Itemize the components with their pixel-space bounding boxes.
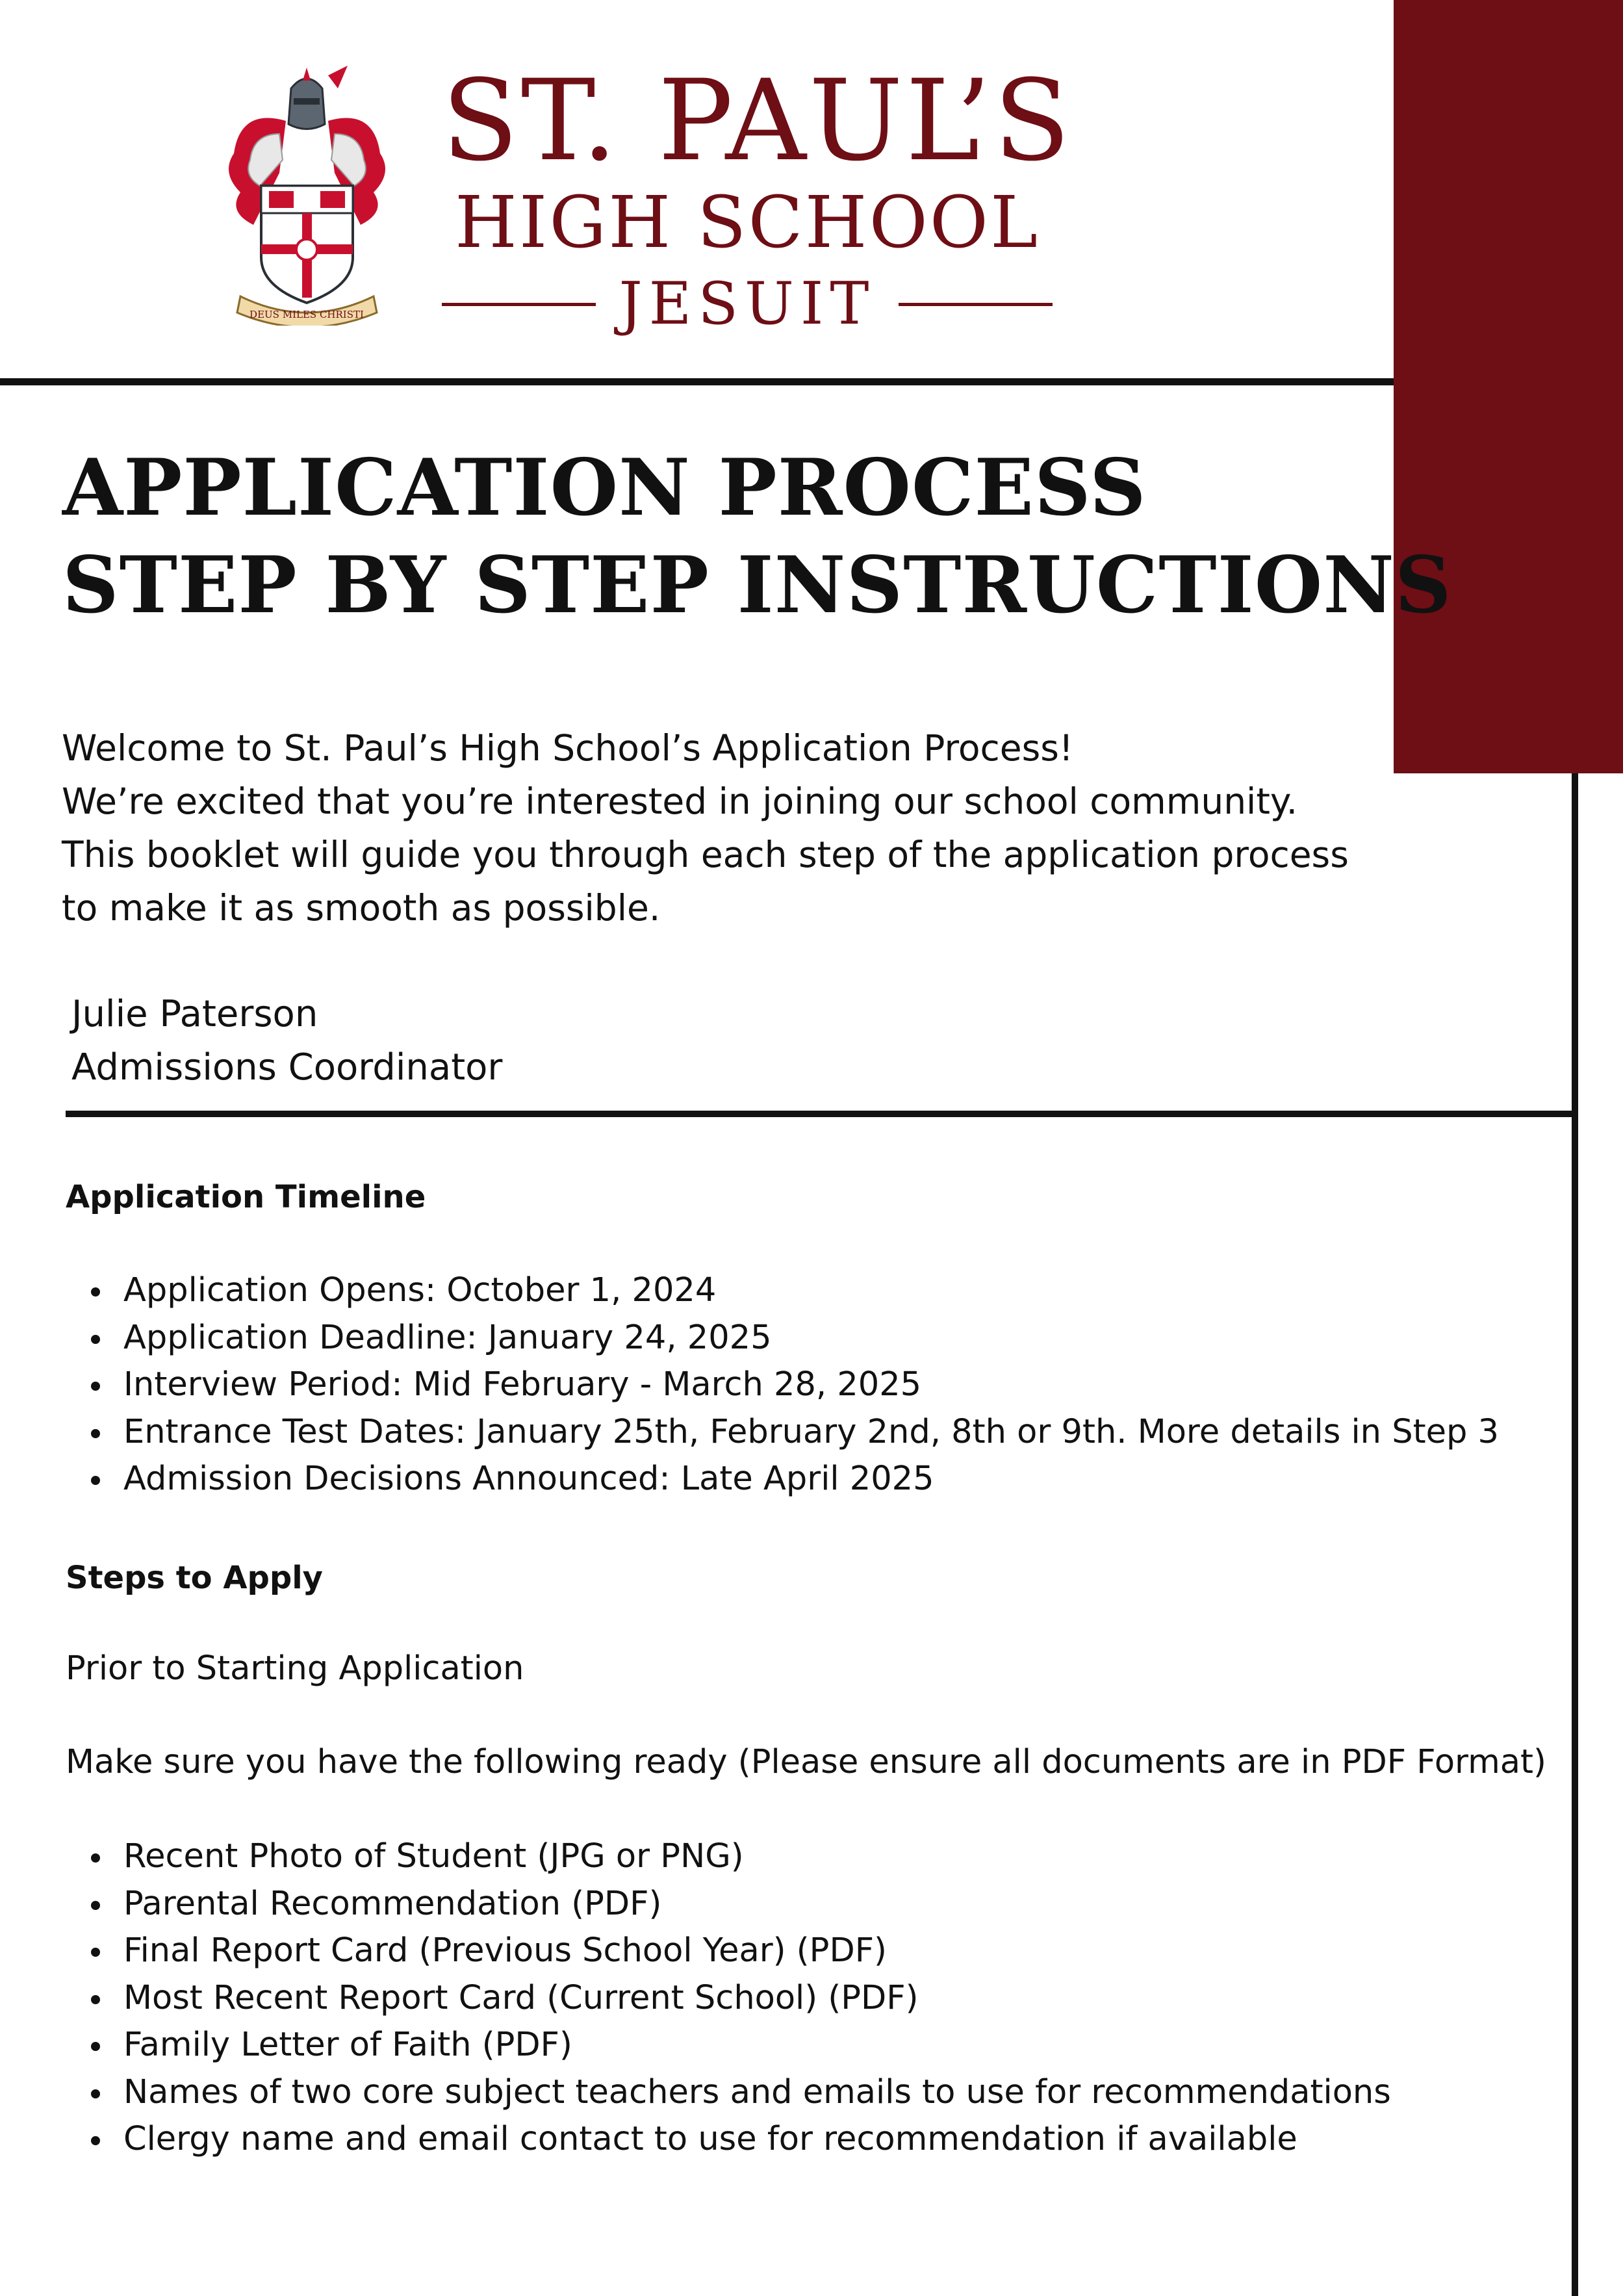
wordmark-school-name: ST. PAUL’S [442,55,1073,186]
maroon-accent-bar [1394,0,1623,773]
list-item: Interview Period: Mid February - March 28, 2025 [123,1361,1499,1409]
timeline-list [123,1267,1499,1503]
list-item: Application Deadline: January 24, 2025 [123,1315,1499,1362]
signature-role: Admissions Coordinator [71,1046,503,1089]
steps-instruction: Make sure you have the following ready (Please ensure all documents are in PDF Format) [66,1743,1546,1781]
wordmark-rule-right [899,303,1053,306]
wordmark-high-school: HIGH SCHOOL [454,181,1040,264]
steps-subheading: Prior to Starting Application [66,1649,524,1688]
list-item: Application Opens: October 1, 2024 [123,1267,1499,1315]
documents-list [123,1833,1391,2163]
list-item: Most Recent Report Card (Current School) (PDF) [123,1975,1391,2022]
timeline-heading: Application Timeline [66,1179,426,1215]
intro-line: This booklet will guide you through each step of the application process [62,834,1349,875]
intro-line: to make it as smooth as possible. [62,887,661,929]
header-divider [0,378,1394,385]
steps-heading: Steps to Apply [66,1560,323,1596]
section-divider [66,1111,1578,1117]
list-item: Recent Photo of Student (JPG or PNG) [123,1833,1391,1881]
wordmark-jesuit: JESUIT [619,270,876,338]
list-item: Final Report Card (Previous School Year) (PDF) [123,1928,1391,1975]
wordmark-jesuit-row [442,272,1053,337]
signature-block [71,988,502,1094]
right-border-line [1572,773,1578,2296]
title-line-2: STEP BY STEP INSTRUCTIONS [62,539,1452,631]
list-item: Parental Recommendation (PDF) [123,1881,1391,1928]
wordmark-rule-left [442,303,596,306]
school-wordmark [442,55,1073,338]
page-title [62,439,1452,634]
list-item: Admission Decisions Announced: Late April 2025 [123,1456,1499,1503]
intro-paragraph [62,721,1426,935]
school-crest-icon [214,62,400,326]
list-item: Entrance Test Dates: January 25th, February 2nd, 8th or 9th. More details in Step 3 [123,1409,1499,1456]
list-item: Family Letter of Faith (PDF) [123,2022,1391,2069]
title-line-1: APPLICATION PROCESS [62,442,1147,534]
intro-line: Welcome to St. Paul’s High School’s Application Process! [62,727,1073,769]
list-item: Clergy name and email contact to use for recommendation if available [123,2116,1391,2163]
signature-name: Julie Paterson [71,993,318,1035]
intro-line: We’re excited that you’re interested in joining our school community. [62,780,1298,822]
list-item: Names of two core subject teachers and emails to use for recommendations [123,2069,1391,2117]
crest-motto: DEUS MILES CHRISTI [249,309,364,320]
